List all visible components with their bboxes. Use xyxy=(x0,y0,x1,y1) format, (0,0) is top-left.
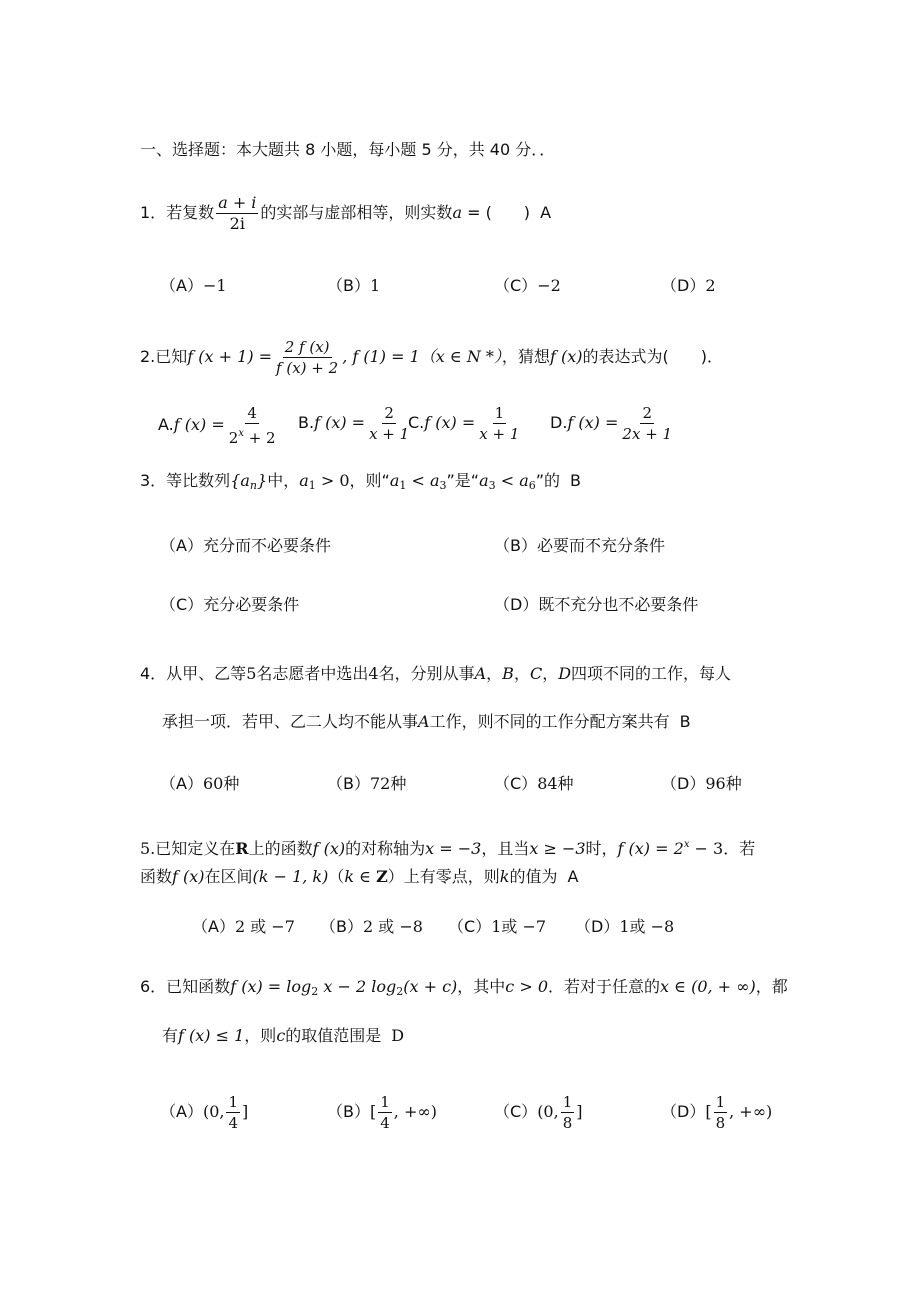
q4-option-c[interactable]: （C）84种 xyxy=(494,774,574,793)
q5-option-a[interactable]: （A）2 或 −7 xyxy=(192,917,295,936)
question-6: 6．已知函数f $(x) = \log_2 x - 2$ $\log_2(x + c)$，其中c > 0．若对于任意的x ∈ (0, + ∞)，都 xyxy=(140,977,788,998)
q3-option-b[interactable]: （B）必要而不充分条件 xyxy=(494,536,665,555)
answer-key: A xyxy=(540,203,552,222)
q6-option-b[interactable]: （B）[ $\frac{1}{4}$ , +∞) xyxy=(327,1093,437,1132)
q2-option-c[interactable]: C.f (x) = $\frac{1}{x + 1}$ xyxy=(408,404,520,443)
q5-option-d[interactable]: （D）1或 −8 xyxy=(575,917,675,936)
q5-option-b[interactable]: （B）2 或 −8 xyxy=(320,917,423,936)
q3-option-a[interactable]: （A）充分而不必要条件 xyxy=(160,536,331,555)
q6-option-a[interactable]: （A）(0, $\frac{1}{4}$ ] xyxy=(160,1093,249,1132)
q1-option-d[interactable]: （D）2 xyxy=(661,276,716,295)
q5-option-c[interactable]: （C）1或 −7 xyxy=(448,917,547,936)
q2-option-b[interactable]: B.f (x) = $\frac{2}{x + 1}$ xyxy=(298,404,410,443)
q6-option-d[interactable]: （D）[ $\frac{1}{8}$ , +∞) xyxy=(661,1093,773,1132)
q1-option-c[interactable]: （C）−2 xyxy=(494,276,561,295)
answer-key: A xyxy=(567,867,579,886)
question-1: 1．若复数 $\frac{a + i}{2i}$ 的实部与虚部相等，则实数a = ( ) A xyxy=(140,193,552,233)
answer-key: D xyxy=(391,1026,405,1045)
question-4: 4．从甲、乙等5名志愿者中选出4名，分别从事A，B，C，D四项不同的工作，每人 xyxy=(140,664,732,683)
answer-key: B xyxy=(679,712,691,731)
q4-option-b[interactable]: （B）72种 xyxy=(327,774,407,793)
q3-option-c[interactable]: （C）充分必要条件 xyxy=(160,595,300,614)
q6-option-c[interactable]: （C）(0, $\frac{1}{8}$ ] xyxy=(494,1093,583,1132)
question-5: 5.已知定义在R上的函数f (x)的对称轴为x = −3，且当x ≥ −3时，f $(x) = 2^x - 3$．若 xyxy=(140,839,756,858)
section-title: 一、选择题：本大题共 8 小题，每小题 5 分，共 40 分．． xyxy=(140,140,556,159)
question-5-line-2: 函数f (x)在区间(k − 1, k)（k ∈ Z）上有零点，则k的值为 A xyxy=(140,867,579,886)
q1-fraction: $\frac{a + i}{2i}$ xyxy=(218,193,257,233)
q1-option-b[interactable]: （B）1 xyxy=(327,276,381,295)
q2-option-d[interactable]: D.f (x) = $\frac{2}{2x + 1}$ xyxy=(550,404,673,443)
question-2: 2.已知f (x + 1) = $\frac{2 f (x)}{f (x) + 2}$ , f (1) = 1（x ∈ N *），猜想f (x)的表达式为( )． xyxy=(140,338,723,377)
q4-option-a[interactable]: （A）60种 xyxy=(160,774,240,793)
answer-key: B xyxy=(570,471,582,490)
question-6-line-2: 有f (x) ≤ 1，则c的取值范围是 D xyxy=(162,1026,405,1045)
q2-option-a[interactable]: A.f (x) = $\frac{4}{2^x + 2}$ xyxy=(158,404,276,447)
q3-option-d[interactable]: （D）既不充分也不必要条件 xyxy=(494,595,699,614)
question-4-line-2: 承担一项．若甲、乙二人均不能从事A工作，则不同的工作分配方案共有 B xyxy=(162,712,691,731)
question-3: 3．等比数列$\{a_n\}$中，$a_1 > 0$，则“$a_1 < a_3$”是“$a_3 < a_6$”的 B xyxy=(140,471,582,492)
q1-option-a[interactable]: （A）−1 xyxy=(160,276,227,295)
q4-option-d[interactable]: （D）96种 xyxy=(661,774,742,793)
q2-fraction: $\frac{2 f (x)}{f (x) + 2}$ xyxy=(276,338,339,377)
